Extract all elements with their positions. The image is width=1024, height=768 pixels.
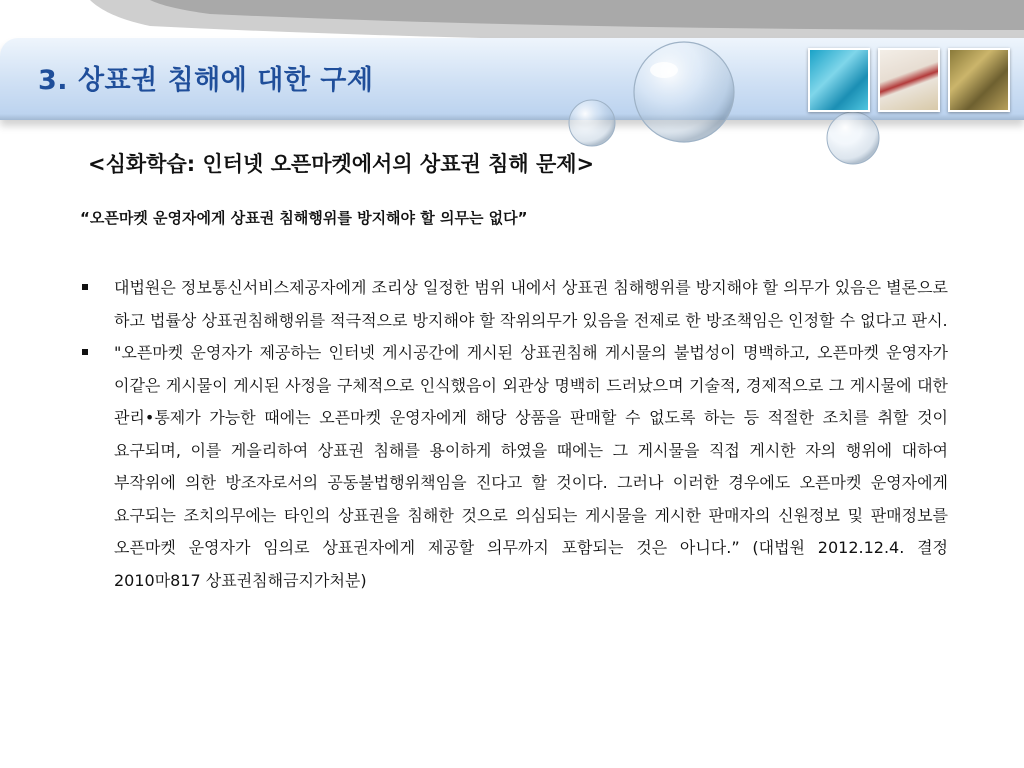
thumbnail-plant (948, 48, 1010, 112)
thumbnail-certificate (878, 48, 940, 112)
thumbnail-fabric (808, 48, 870, 112)
bullet-item (72, 272, 948, 337)
slide-title: 3. 상표권 침해에 대한 구제 (38, 65, 374, 96)
header-thumbnails (808, 48, 1010, 112)
quote-heading: “오픈마켓 운영자에게 상표권 침해행위를 방지해야 할 의무는 없다” (80, 209, 528, 227)
bullet-text: 대법원은 정보통신서비스제공자에게 조리상 일정한 범위 내에서 상표권 침해행위를 방지해야 할 의무가 있음은 별론으로 하고 법률상 상표권침해행위를 적극적으로 방지해야 할 작위의무가 있음을 전제로 한 방조책임은 인정할 수 없다고 판시. (114, 278, 948, 330)
square-bullet-icon (82, 284, 88, 290)
bullet-list (72, 272, 948, 597)
bullet-text: "오픈마켓 운영자가 제공하는 인터넷 게시공간에 게시된 상표권침해 게시물의 불법성이 명백하고, 오픈마켓 운영자가 이같은 게시물이 게시된 사정을 구체적으로 인식했음이 외관상 명백히 드러났으며 기술적, 경제적으로 그 게시물에 대한 관리•통제가 가능한 때에는 오픈마켓 운영자에게 해당 상품을 판매할 수 없도록 하는 등 적절한 조치를 취할 것이 요구되며, 이를 게을리하여 상표권 침해를 용이하게 하였을 때에는 그 게시물을 직접 게시한 자의 행위에 대하여 부작위에 의한 방조자로서의 공동불법행위책임을 진다고 할 것이다. 그러나 이러한 경우에도 오픈마켓 운영자에게 요구되는 조치의무에는 타인의 상표권을 침해한 것으로 의심되는 게시물을 게시한 판매자의 신원정보 및 판매정보를 오픈마켓 운영자가 임의로 상표권자에게 제공할 의무까지 포함되는 것은 아니다.” (대법원 2012.12.4. 결정 2010마817 상표권침해금지가처분) (114, 343, 948, 590)
bullet-item (72, 337, 948, 597)
square-bullet-icon (82, 349, 88, 355)
section-subtitle: <심화학습: 인터넷 오픈마켓에서의 상표권 침해 문제> (88, 152, 595, 176)
